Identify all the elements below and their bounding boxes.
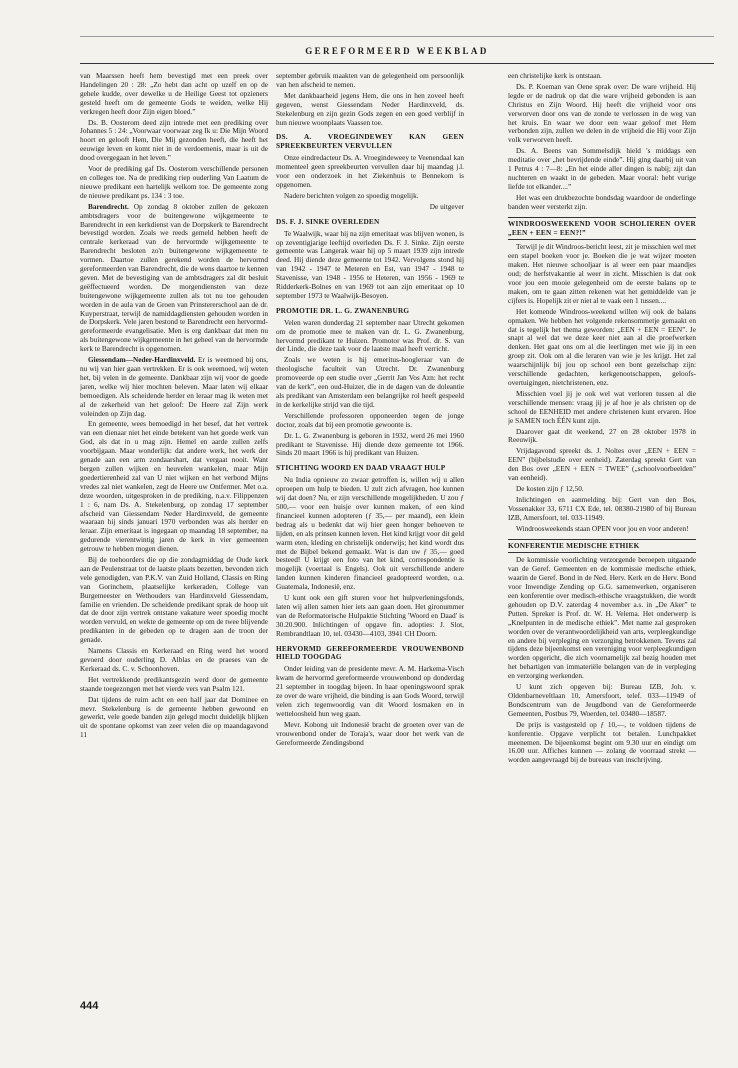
paragraph: En gemeente, wees bemoedigd in het besef, dat het vertrek van een dienaar niet het einde betekent van het goede werk van God, als dat in u mag zijn. Hemel en aarde zullen zelfs voorbijgaan. Maar wonderlijk: dat andere werk, het werk der genade aan een arm zondaarshart, dat vergaat nooit. Want bergen zullen wijken en heuvelen wankelen, maar Mijn goedertierenheid zal van U niet wijken en het verbond Mijns vredes zal niet wankelen, zegt de Heere uw Ontfermer. Met o.a. deze woorden, uitgesproken in de prediking, n.a.v. Filippenzen 1 : 6, nam Ds. A. Stekelenburg, op zondag 17 september afscheid van Giessendam Neder Hardinxveld, de gemeente waaraan hij sinds januari 1970 verbonden was als herder en leraar. Zijn emeritaat is ingegaan op maandag 18 september, na gedurende vierentwintig jaren de kerk in vier gemeenten getrouw te hebben mogen dienen. (80, 419, 268, 554)
paragraph: Ds. P. Koeman van Oene sprak over: De ware vrijheid. Hij legde er de nadruk op dat die ware vrijheid gebonden is aan Christus en Zijn Woord. Hij heeft die vrijheid voor ons verworven door ons van de zonde te verlossen in de weg van het kruis. En waar we door een waar geloof met Hem verbonden zijn, zullen we delen in de vrijheid die Hij voor Zijn volk verworven heeft. (508, 81, 696, 145)
paragraph-text: Op zondag 8 oktober zullen de gekozen ambtsdragers voor de buitengewone wijkgemeente te Barendrecht in een kerkdienst van de Dorpskerk te Barendrecht bevestigd worden. Zoals we reeds gemeld hebben heeft de centrale kerkeraad van de hervormde wijkgemeente te Barendrecht besloten zo'n buitengewone wijkgemeente te vormen. Daartoe zullen gerekend worden de hervormd gereformeerden van Barendrecht, die de wens daartoe te kennen geven. Met de bevestiging van de ambtsdragers zal dit besluit geëffectueerd worden. De morgendiensten van deze buitengewone wijkgemeente zullen als tot nu toe gehouden worden in de aula van de Groen van Prinstererschool aan de dr. Kuyperstraat, terwijl de namiddagdiensten gehouden worden in de Dorpskerk. Vele jaren bestond te Barendrecht een hervormd-gereformeerde evangelisatie. Men is erg dankbaar dat men nu als buitengewone wijkgemeente in het geheel van de hervormde kerk te Barendrecht is opgenomen. (80, 201, 268, 354)
article-title: DS. F. J. SINKE OVERLEDEN (276, 216, 380, 226)
paragraph: Verschillende professoren opponeerden tegen de jonge doctor, zoals dat bij een promotie gewoonte is. (276, 410, 464, 429)
paragraph: van Maarssen heeft hem bevestigd met een preek over Handelingen 20 : 28: „Zo hebt dan acht op uzelf en op de gehele kudde, over dewelke u de Heilige Geest tot opzieners gesteld heeft om de gemeente Gods te weiden, welke Hij verkregen heeft door Zijn eigen bloed.” (80, 72, 268, 116)
paragraph: Velen waren donderdag 21 september naar Utrecht gekomen om de promotie mee te maken van dr. L. G. Zwanenburg, hervormd predikant te Huizen. Promotor was Prof. dr. S. van der Linde, die deze taak voor de laatste maal heeft verricht. (276, 317, 464, 354)
paragraph: Terwijl je dit Windroos-bericht leest, zit je misschien wel met een stapel boeken voor je. Boeken die je wat wijzer moeten maken. Het nieuwe schooljaar is al weer een paar maandjes oud; de herfstvakantie al weer in zicht. Misschien is dat ook voor jou een mooie gelegenheid om de eerste balans op te maken, om te gaan zitten rekenen wat het gemiddelde van je cijfers is. Hopelijk zit er niet al te vaak een 1 tussen.... (508, 242, 696, 305)
column-2 (276, 72, 464, 972)
paragraph: Windroosweekends staan OPEN voor jou en voor anderen! (516, 523, 689, 533)
place-name: Barendrecht. (88, 201, 129, 211)
paragraph: Bij de toehoorders die op die zondagmiddag de Oude kerk aan de Peulenstraat tot de laatste plaats bezetten, bevonden zich vele genodigden, van P.K.V. van Zuid Holland, Classis en Ring van Gorinchem, plaatselijke kerkeraden, College van Burgemeester en Wethouders van Hardinxveld Giessendam, familie en vrienden. De scheidende predikant sprak de hoop uit dat de door zijn vertrek ontstane vakature weer spoedig mocht worden vervuld, en wekte de gemeente op om de twee blijvende predikanten in de gebeden op te dragen aan de troon der genade. (80, 555, 268, 645)
article-title: DS. A. VROEGINDEWEY KAN GEEN SPREEKBEURTEN VERVULLEN (276, 132, 464, 151)
paragraph: Te Waalwijk, waar hij na zijn emeritaat was blijven wonen, is op zeventigjarige leeftijd overleden Ds. F. J. Sinke. Zijn eerste gemeente was Langerak waar hij op 5 maart 1939 zijn intrede deed. Hij diende deze gemeente tot 1942. Vervolgens stond hij van 1942 - 1947 te Meteren en Est, van 1947 - 1948 te Stavenisse, van 1948 - 1956 te Heteren, van 1956 - 1969 te Ridderkerk-Bolnes en van 1969 tot aan zijn emeritaat op 10 september 1973 te Waalwijk-Besoyen. (276, 228, 464, 300)
boxed-article-title: KONFERENTIE MEDISCHE ETHIEK (508, 539, 696, 554)
paragraph: Onder leiding van de presidente mevr. A. M. Harkema-Visch kwam de hervormd gereformeerde vrouwenbond op donderdag 21 september in toogdag bijeen. In haar openingswoord sprak ze over de ware vrijheid, die binding is aan Gods Woord, terwijl velen zich tegenwoordig van dit Woord losmaken en in wetteloosheid hun weg gaan. (276, 664, 464, 718)
paragraph: Ds. A. Beens van Sommelsdijk hield 's middags een meditatie over „het bevrijdende einde”. Hij ging daarbij uit van 1 Petrus 4 : 7—8: „En het einde aller dingen is nabij; zijt dan nuchteren en waakt in de gebeden. Maar vooral: hebt vurige liefde tot elkander....” (508, 146, 696, 191)
paragraph: U kunt zich opgeven bij: Bureau IZB, Joh. v. Oldenbarneveltlaan 10, Amersfoort, telef. 033—11949 of Bondscentrum van de Jeugdbond van de Gereformeerde Gemeenten, Postbus 79, Woerden, tel. 03480—18587. (508, 682, 696, 718)
signature: De uitgever (429, 201, 464, 211)
paragraph: Dr. L. G. Zwanenburg is geboren in 1932, werd 26 mei 1960 predikant te Stavenisse. Hij diende deze gemeente tot 1966. Sinds 20 maart 1966 is hij predikant van Huizen. (276, 430, 464, 458)
article-title: STICHTING WOORD EN DAAD VRAAGT HULP (276, 463, 446, 473)
paragraph: Met dankbaarheid jegens Hem, die ons in hen zoveel heeft gegeven, wenst Giessendam Neder Hardinxveld, ds. Stekelenburg en zijn gezin Gods zegen en een goed verblijf in hun nieuwe woonplaats Vaassen toe. (276, 90, 464, 127)
paragraph: De prijs is vastgesteld op ƒ 10,—, te voldoen tijdens de konferentie. Opgave verplicht tot betalen. Lunchpakket meenemen. De bijeenkomst begint om 9.30 uur en eindigt om 16.00 uur. Affiches kunnen — zolang de voorraad strekt — worden aangevraagd bij de bureaus van inschrijving. (508, 719, 696, 765)
paragraph: Dat tijdens de ruim acht en een half jaar dat Dominee en mevr. Stekelenburg is de gemeente hebben gewoond en gewerkt, vele goede banden zijn gelegd mocht duidelijk blijken uit de spontane opkomst van zeer velen die op maandagavond 11 (80, 694, 268, 740)
paragraph: een christelijke kerk is ontstaan. (508, 72, 602, 80)
article-title: PROMOTIE DR. L. G. ZWANENBURG (276, 305, 410, 315)
place-name: Giessendam—Neder-Hardinxveld. (88, 355, 196, 365)
paragraph: U kunt ook een gift sturen voor het hulpverleningsfonds, laten wij allen samen hier iets aan gaan doen. Het gironummer van de Reformatorische Hulpaktie Stichting 'Woord en Daad' is 30.20.900. Inlichtingen of opgave fin. adopties: J. Slot, Rembrandtlaan 10, tel. 03430—4103, 3941 CH Doorn. (276, 593, 464, 638)
paragraph: Onze eindredacteur Ds. A. Vroegindeweey te Veenendaal kan momenteel geen spreekbeurten vervullen daar hij maandag j.l. voor een onderzoek in het Ziekenhuis te Bennekom is opgenomen. (276, 153, 464, 189)
boxed-article-title: WINDROOSWEEKEND VOOR SCHOLIEREN OVER „EEN + EEN = EEN?!” (508, 217, 696, 241)
paragraph (80, 203, 268, 354)
paragraph: Nadere berichten volgen zo spoedig mogelijk. (284, 190, 419, 200)
paragraph: Vrijdagavond spreekt ds. J. Noltes over „EEN + EEN = EEN” (bijbelstudie over eenheid). Zaterdag spreekt Gert van den Bos over „EEN + EEN = TWEE” („schoolvoorbeelden” van eenheid). (508, 446, 696, 483)
paragraph: Mevr. Kobong uit Indonesië bracht de groeten over van de vrouwenbond onder de Toraja's, waar door het werk van de Gereformeerde Zendingsbond (276, 719, 464, 747)
paragraph: Nu India opnieuw zo zwaar getroffen is, willen wij u allen oproepen om hulp te bieden. U zult zich afvragen, hoe kunnen wij dat doen? Nu, er zijn verschillende mogelijkheden. U zou ƒ 500,— voor een huisje over kunnen maken, of een kind financieel kunnen adopteren (ƒ 35,— per maand), een klein bedrag als u bedenkt dat wij hier geen honger behoeven te lijden, en als prinsen kunnen leven. Het kind krijgt voor dit geld warm eten, kleding en christelijk onderwijs; het kind wordt dus met de Bijbel bekend gemaakt. Wat is dan uw ƒ 35,— goed besteed! U krijgt een foto van het kind, correspondentie is mogelijk (voertaal is Engels). Ook uit verschillende andere landen kunnen kinderen financieel geadopteerd worden, o.a. Guatemala, Indonesië, enz. (276, 475, 464, 592)
column-3 (508, 72, 696, 972)
paragraph: Het was een drukbezochte bondsdag waardoor de onderlinge banden weer versterkt zijn. (508, 192, 696, 211)
top-rule (80, 36, 714, 37)
paragraph: september gebruik maakten van de gelegenheid om persoonlijk van hen afscheid te nemen. (276, 72, 464, 89)
paragraph (80, 356, 268, 418)
paragraph: De kommissie voorlichting verzorgende beroepen uitgaande van de Geref. Gemeenten en de kommissie medische ethiek, waarin de Geref. Bond in de Ned. Herv. Kerk en de Herv. Bond voor Inwendige Zending op G.G. samenwerken, organiseren een konferentie over medisch-ethische vraagstukken, die wordt gehouden op D.V. zaterdag 4 november a.s. in „De Aker” te Putten. Spreker is Prof. dr. W. H. Velema. Het onderwerp is „Knelpunten in de medische ethiek”. Met name zal gesproken worden over de verantwoordelijkheid van arts, verpleegkundige en andere bij verpleging en verzorging betrokkenen. Tevens zal tijdens deze bijeenkomst een vereniging voor verpleegkundigen worden opgericht, die zich voornamelijk zal bezig houden met het behartigen van immateriële belangen van de in verpleging en verzorging werkenden. (508, 555, 696, 681)
paragraph: Inlichtingen en aanmelding bij: Gert van den Bos, Vossenakker 33, 6711 CX Ede, tel. 08380-21980 of bij Bureau IZB, Amersfoort, tel. 033-11949. (508, 494, 696, 522)
paragraph: Misschien voel jij je ook wel wat verloren tussen al die verschillende mensen: vraag jij je af hoe je als christen op de school de EENHEID met andere christenen kunt ervaren. Hoe je SAMEN toch ÉÉN kunt zijn. (508, 388, 696, 425)
column-1 (80, 72, 268, 972)
paragraph: Het vertrekkende predikantsgezin werd door de gemeente staande toegezongen met het vierde vers van Psalm 121. (80, 674, 268, 693)
paragraph: De kosten zijn ƒ 12,50. (516, 483, 584, 493)
paragraph: Ds. B. Oosterom deed zijn intrede met een prediking over Johannes 5 : 24: „Voorwaar voorwaar zeg Ik u: Die Mijn Woord hoort en gelooft Hem, Die Mij gezonden heeft, die heeft het eeuwige leven en komt niet in de verdoemenis, maar is uit de dood overgegaan in het leven.” (80, 117, 268, 163)
paragraph-text: Er is weemoed bij ons, nu wij van hier gaan vertrekken. Er is ook weemoed, wij weten het, bij velen in de gemeente. Dankbaar zijn wij voor de goede jaren, welke wij hier mochten beleven. Maar laten wij elkaar bemoedigen. Als scheidende herder en leraar mag ik weten met al de zekerheid van het geloof: De Heere zal Zijn werk voleinden op Zijn dag. (80, 355, 268, 418)
page-number: 444 (80, 1000, 99, 1012)
header-rule (80, 63, 714, 64)
paragraph: Zoals we weten is hij emeritus-hoogleraar van de theologische faculteit van Utrecht. Dr. Zwanenburg promoveerde op een studie over „Gerrit Jan Vos Azn: het recht van de kerk”, een oud-Huizer, die in de dagen van de doleantie als predikant van Amsterdam een belangrijke rol heeft gespeeld in de kerkelijke strijd van die tijd. (276, 355, 464, 409)
article-title: HERVORMD GEREFORMEERDE VROUWENBOND HIELD TOOGDAG (276, 643, 464, 662)
paragraph: Namens Classis en Kerkeraad en Ring werd het woord gevoerd door ouderling D. Alblas en de praeses van de Kerkeraad ds. C. v. Schoonhoven. (80, 646, 268, 673)
paragraph: Het komende Windroos-weekend willen wij ook de balans opmaken. We hebben het volgende rekensommetje gemaakt en dat is tegelijk het thema geworden: „EEN + EEN = EEN”. Je snapt al wel dat we deze keer niet aan al die proefwerken denken. Het gaat ons om al die leerlingen met wie jij in een groep zit. Ook om al die leraren van wie je les krijgt. Het zal waarschijnlijk bij jou op school een bont gezelschap zijn: verschillende gedachten, kerkgenootschappen, geloofs-overtuigingen, nietchristenen, enz. (508, 306, 696, 387)
paragraph: Voor de prediking gaf Ds. Oosterom verschillende personen en colleges toe. Na de prediking riep ouderling Van Laatum de nieuwe predikant een hartelijk welkom toe. De gemeente zong de nieuwe predikant ps. 134 : 3 toe. (80, 164, 268, 200)
paragraph: Daarover gaat dit weekend, 27 en 28 oktober 1978 in Reeuwijk. (508, 426, 696, 445)
page-header: GEREFORMEERD WEEKBLAD (305, 46, 489, 56)
